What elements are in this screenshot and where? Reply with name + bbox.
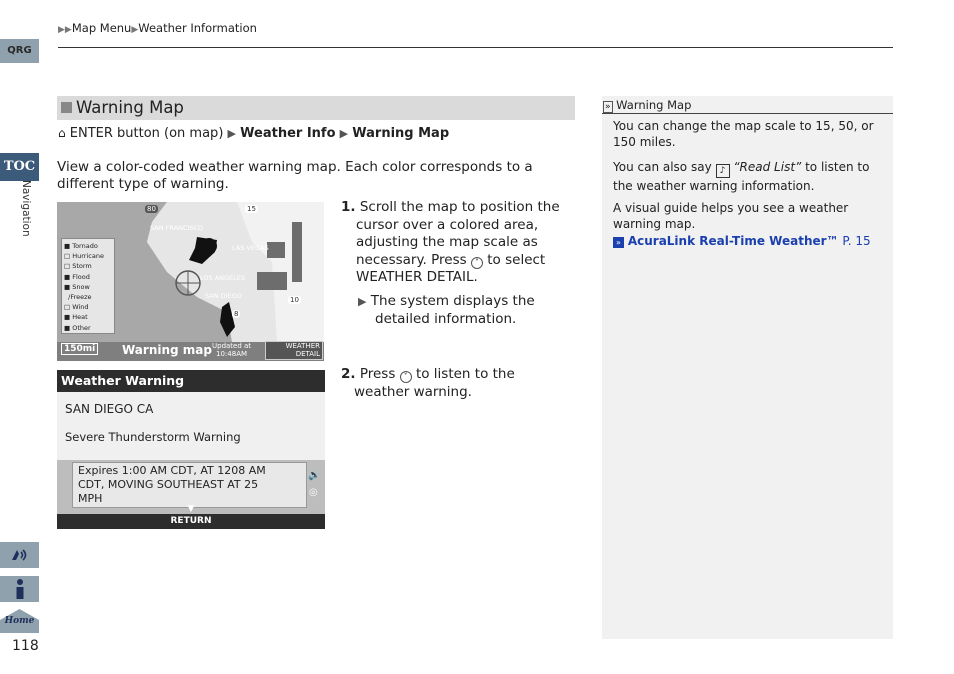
weather-warning-screenshot: [57, 370, 325, 529]
step-text: .: [473, 269, 478, 285]
notes-header-text: Warning Map: [616, 98, 692, 112]
breadcrumb: [58, 21, 257, 35]
step-text: WEATHER DETAIL: [356, 269, 474, 285]
map-title: Warning map: [122, 343, 212, 357]
breadcrumb-map-menu[interactable]: Map Menu: [71, 21, 132, 35]
warning-detail-line: Expires 1:00 AM CDT, AT 1208 AM: [78, 464, 266, 477]
warning-map-screenshot: [57, 202, 324, 361]
warning-header: Weather Warning: [57, 370, 325, 392]
link-text[interactable]: AcuraLink Real-Time Weather™: [627, 234, 839, 248]
highway-shield: 10: [290, 296, 299, 304]
city-label: LOS ANGELES: [200, 274, 246, 282]
return-label: RETURN: [170, 516, 212, 526]
note-text: You can also say: [613, 160, 712, 174]
warning-detail-line: CDT, MOVING SOUTHEAST AT 25: [78, 478, 259, 491]
step-number: 1.: [341, 199, 356, 215]
updated-time: 10:48AM: [216, 350, 248, 358]
legend-item: ■ Flood: [64, 272, 90, 281]
legend-item: /Freeze: [68, 293, 92, 302]
voice-command-icon: [9, 546, 31, 564]
home-button-icon: ⌂: [58, 126, 66, 140]
warning-type: Severe Thunderstorm Warning: [65, 430, 241, 444]
path-prefix: ENTER button (on map): [69, 126, 224, 141]
step-text: Press: [359, 366, 396, 382]
down-arrow-icon: ▼: [187, 504, 195, 514]
legend-item: □ Storm: [64, 262, 92, 271]
note-read-list: [613, 159, 883, 194]
step-text: weather warning.: [354, 383, 472, 400]
section-title: [57, 96, 575, 120]
speaker-icon[interactable]: 🔊: [308, 470, 321, 481]
talk-button-icon: ♪: [716, 164, 730, 178]
path-warning-map: Warning Map: [352, 126, 450, 141]
map-scale: 150mi: [61, 343, 98, 355]
link-arrow-icon: »: [613, 237, 624, 248]
result-arrow-icon: ▶: [358, 295, 367, 308]
weather-detail-line1: WEATHER: [285, 342, 320, 350]
step-text: cursor over a colored area,: [356, 216, 539, 233]
highway-shield: 80: [147, 205, 156, 213]
map-updated: [212, 342, 251, 358]
highway-shield: 15: [247, 205, 256, 213]
step-text: adjusting the map scale as: [356, 234, 538, 250]
notes-arrow-icon: »: [605, 102, 611, 112]
step-2: [341, 366, 571, 401]
step-1: [341, 199, 571, 287]
step-text: necessary. Press: [356, 251, 467, 268]
page-number: 118: [12, 638, 39, 654]
breadcrumb-weather-info[interactable]: Weather Information: [138, 21, 257, 35]
result-text: The system displays the: [370, 293, 535, 309]
talk-button-icon: ◎: [309, 487, 318, 498]
path-arrow-icon: ▶: [227, 127, 236, 140]
step-text: to listen to the: [415, 366, 515, 382]
legend-item: ■ Heat: [64, 313, 88, 322]
city-label: LAS VEGAS: [232, 244, 269, 252]
highway-shield: 8: [234, 310, 239, 318]
return-button[interactable]: [57, 505, 325, 529]
breadcrumb-arrow-icon: ▶: [131, 25, 139, 35]
step-number: 2.: [341, 366, 356, 382]
toc-tab[interactable]: TOC: [0, 153, 39, 181]
step-text: to select: [487, 251, 546, 268]
intro-text: View a color-coded weather warning map. Each color corresponds to a different type of warning.: [57, 159, 533, 192]
city-label: SAN FRANCISCO: [150, 224, 204, 232]
side-label-navigation: Navigation: [20, 180, 32, 237]
legend-item: □ Hurricane: [64, 252, 104, 261]
warning-detail-box[interactable]: [72, 462, 307, 508]
breadcrumb-arrow-icon: ▶▶: [58, 25, 72, 35]
info-tab[interactable]: [0, 576, 39, 602]
weather-detail-line2: DETAIL: [295, 350, 320, 358]
city-label: SAN DIEGO: [205, 292, 242, 300]
section-title-text: Warning Map: [76, 98, 184, 117]
home-label: Home: [4, 616, 35, 626]
section-square-icon: [61, 102, 72, 113]
step-1-result: [358, 293, 568, 328]
note-quote: “Read List”: [733, 160, 802, 174]
info-icon: [13, 578, 27, 600]
weather-detail-button[interactable]: [265, 341, 323, 360]
updated-label: Updated at: [212, 342, 252, 350]
voice-command-tab[interactable]: [0, 542, 39, 568]
legend-item: □ Wind: [64, 303, 89, 312]
note-text: to listen to the weather warning information.: [613, 160, 870, 193]
note-scale: You can change the map scale to 15, 50, or 150 miles.: [613, 119, 874, 149]
link-page[interactable]: P. 15: [842, 234, 871, 248]
interface-dial-icon: ˅: [471, 257, 483, 269]
path-arrow-icon: ▶: [339, 127, 349, 140]
notes-header: [602, 96, 893, 114]
home-tab[interactable]: [0, 608, 39, 633]
menu-path: [58, 126, 449, 141]
interface-dial-icon: ˅: [400, 371, 412, 383]
step-text: Scroll the map to position the: [359, 199, 560, 215]
header-rule: [58, 47, 893, 48]
legend-item: ■ Other: [64, 323, 91, 332]
result-text: detailed information.: [375, 310, 517, 327]
map-legend: [61, 238, 115, 334]
warning-location: SAN DIEGO CA: [65, 402, 154, 416]
legend-item: ■ Tornado: [64, 242, 98, 250]
path-weather-info: Weather Info: [240, 126, 336, 141]
acuralink-link[interactable]: [613, 233, 883, 249]
note-visual-guide: A visual guide helps you see a weather warning map.: [613, 201, 849, 231]
qrg-tab[interactable]: QRG: [0, 39, 39, 63]
warning-detail-line: MPH: [78, 492, 103, 505]
legend-item: ■ Snow: [64, 282, 90, 291]
